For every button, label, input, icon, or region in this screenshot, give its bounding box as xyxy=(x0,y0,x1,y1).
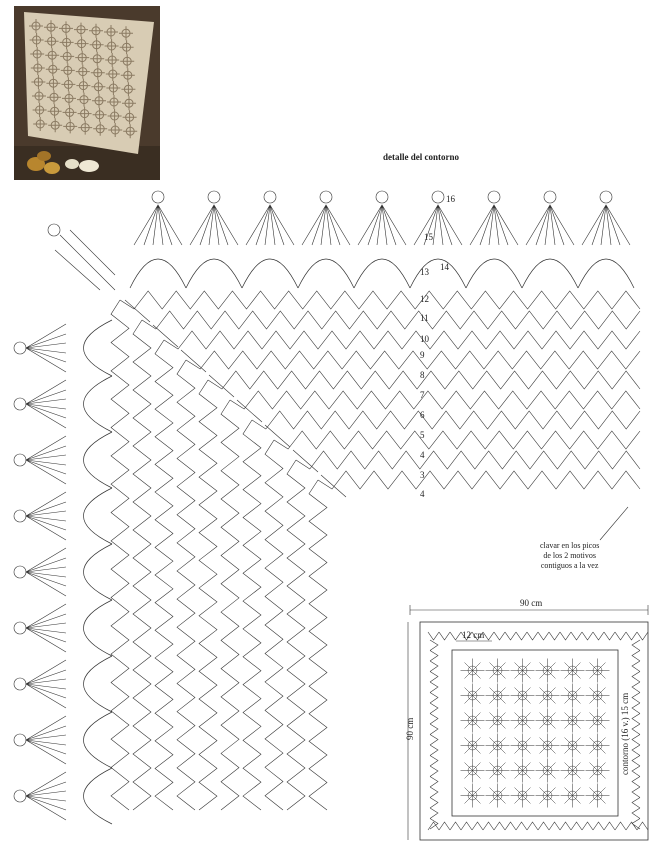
schematic-motif-spokes xyxy=(536,709,560,733)
schematic-motif-spokes xyxy=(561,659,585,683)
schematic-motif-spokes xyxy=(586,734,610,758)
schematic-motif-grid xyxy=(461,659,610,808)
schematic-motif-spokes xyxy=(511,759,535,783)
join-note-line: contiguos a la vez xyxy=(540,561,599,570)
row-number: 4 xyxy=(420,450,425,460)
schematic-motif-spokes xyxy=(461,759,485,783)
row-number: 12 xyxy=(420,294,429,304)
schematic-motif-spokes xyxy=(486,659,510,683)
schematic-motif-spokes xyxy=(486,734,510,758)
schematic-motif-spokes xyxy=(561,684,585,708)
schematic-motif-spokes xyxy=(486,759,510,783)
row-number: 13 xyxy=(420,267,429,277)
row-number: 10 xyxy=(420,334,429,344)
row-number: 8 xyxy=(420,370,425,380)
row-number: 7 xyxy=(420,390,425,400)
schematic-motif-spokes xyxy=(511,734,535,758)
row-number: 16 xyxy=(446,194,455,204)
schematic-motif-spokes xyxy=(461,784,485,808)
height-dimension: 90 cm xyxy=(405,717,415,740)
schematic-motif-spokes xyxy=(561,784,585,808)
schematic-motif-spokes xyxy=(586,759,610,783)
schematic-motif-spokes xyxy=(536,684,560,708)
row-number: 5 xyxy=(420,430,425,440)
schematic-border-zigzag xyxy=(428,632,648,830)
schematic-motif-spokes xyxy=(486,709,510,733)
schematic-motif-spokes xyxy=(461,709,485,733)
schematic-motif-spokes xyxy=(511,709,535,733)
schematic-motif-spokes xyxy=(511,784,535,808)
schematic-motif-spokes xyxy=(536,734,560,758)
schematic-border-edges xyxy=(428,632,648,830)
schematic-motif-spokes xyxy=(586,659,610,683)
schematic-motif-spokes xyxy=(486,684,510,708)
schematic-motif-spokes xyxy=(536,659,560,683)
row-number: 9 xyxy=(420,350,425,360)
motif-dimension: 12 cm xyxy=(462,630,485,640)
schematic-motif-spokes xyxy=(511,659,535,683)
row-number: 15 xyxy=(424,232,433,242)
row-number: 3 xyxy=(420,470,425,480)
join-note-line: de los 2 motivos xyxy=(543,551,596,560)
schematic-motif-spokes xyxy=(486,784,510,808)
schematic-motif-spokes xyxy=(561,759,585,783)
schematic-motif-spokes xyxy=(461,659,485,683)
detail-title: detalle del contorno xyxy=(383,152,459,162)
schematic-motif-spokes xyxy=(511,684,535,708)
schematic-motif-spokes xyxy=(586,709,610,733)
row-number: 14 xyxy=(440,262,449,272)
border-dimension: contorno (16 v.) 15 cm xyxy=(620,692,630,775)
row-number: 4 xyxy=(420,489,425,499)
schematic-motif-spokes xyxy=(536,759,560,783)
schematic-motif-spokes xyxy=(536,784,560,808)
width-dimension: 90 cm xyxy=(520,598,543,608)
schematic-motif-spokes xyxy=(461,734,485,758)
schematic-motif-spokes xyxy=(561,734,585,758)
schematic-motif-spokes xyxy=(561,709,585,733)
schematic-motif-spokes xyxy=(461,684,485,708)
join-note-line: clavar en los picos xyxy=(540,541,600,550)
row-number: 6 xyxy=(420,410,425,420)
schematic-motif-spokes xyxy=(586,784,610,808)
row-number: 11 xyxy=(420,313,429,323)
schematic-motif-spokes xyxy=(586,684,610,708)
